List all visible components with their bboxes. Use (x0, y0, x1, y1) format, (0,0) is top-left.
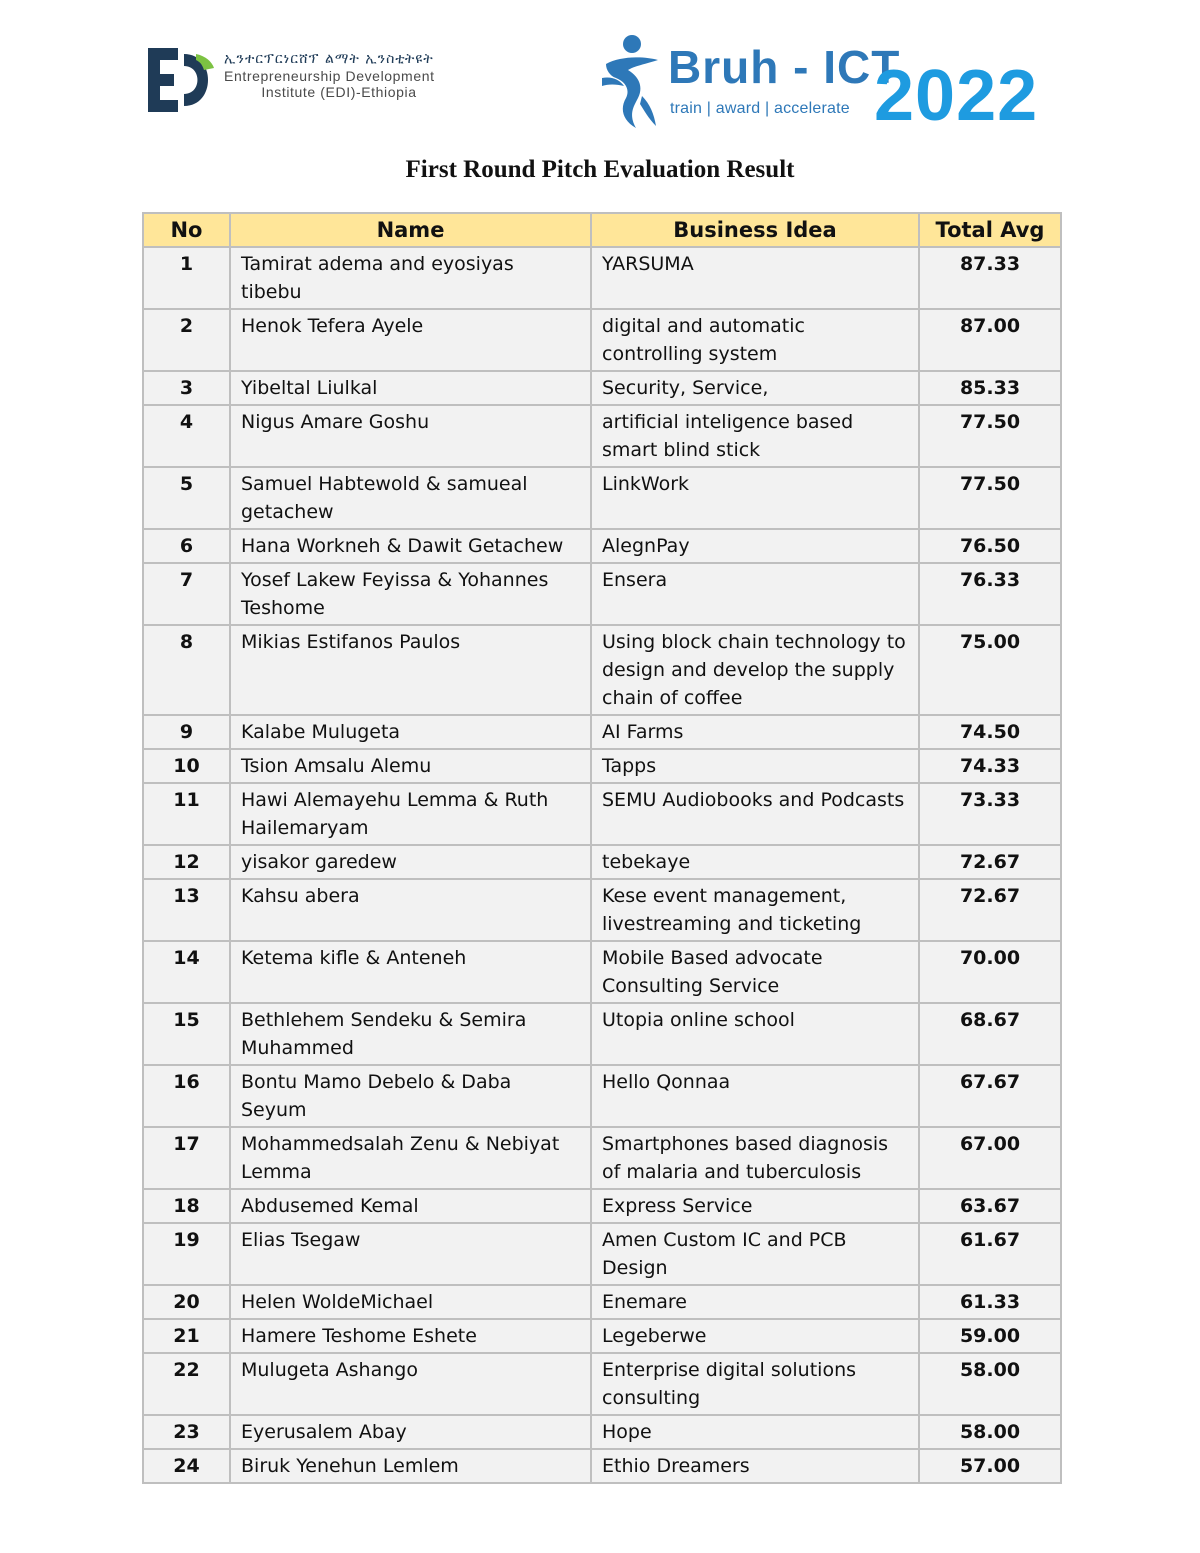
cell-total-avg: 70.00 (919, 941, 1061, 1003)
cell-no: 4 (143, 405, 230, 467)
cell-no: 22 (143, 1353, 230, 1415)
cell-no: 9 (143, 715, 230, 749)
cell-business-idea: digital and automatic controlling system (591, 309, 919, 371)
cell-business-idea: AI Farms (591, 715, 919, 749)
cell-name: Mohammedsalah Zenu & Nebiyat Lemma (230, 1127, 591, 1189)
cell-total-avg: 58.00 (919, 1353, 1061, 1415)
edi-logo-mark-icon (146, 44, 218, 116)
table-header-row (143, 213, 1061, 247)
table-row (143, 1003, 1061, 1065)
cell-no: 6 (143, 529, 230, 563)
cell-no: 24 (143, 1449, 230, 1483)
table-row (143, 1415, 1061, 1449)
cell-name: Bethlehem Sendeku & Semira Muhammed (230, 1003, 591, 1065)
table-row (143, 405, 1061, 467)
cell-name: Ketema kifle & Anteneh (230, 941, 591, 1003)
cell-total-avg: 72.67 (919, 879, 1061, 941)
cell-business-idea: Security, Service, (591, 371, 919, 405)
cell-no: 11 (143, 783, 230, 845)
cell-name: Bontu Mamo Debelo & Daba Seyum (230, 1065, 591, 1127)
table-row (143, 563, 1061, 625)
cell-no: 3 (143, 371, 230, 405)
cell-name: Elias Tsegaw (230, 1223, 591, 1285)
cell-total-avg: 68.67 (919, 1003, 1061, 1065)
table-row (143, 1449, 1061, 1483)
cell-name: Tsion Amsalu Alemu (230, 749, 591, 783)
cell-no: 10 (143, 749, 230, 783)
cell-total-avg: 75.00 (919, 625, 1061, 715)
cell-business-idea: Amen Custom IC and PCB Design (591, 1223, 919, 1285)
cell-business-idea: Enemare (591, 1285, 919, 1319)
table-row (143, 467, 1061, 529)
cell-total-avg: 67.67 (919, 1065, 1061, 1127)
cell-no: 14 (143, 941, 230, 1003)
cell-name: Mulugeta Ashango (230, 1353, 591, 1415)
cell-total-avg: 87.33 (919, 247, 1061, 309)
cell-name: yisakor garedew (230, 845, 591, 879)
cell-name: Hawi Alemayehu Lemma & Ruth Hailemaryam (230, 783, 591, 845)
table-row (143, 879, 1061, 941)
cell-name: Hamere Teshome Eshete (230, 1319, 591, 1353)
table-body (143, 247, 1061, 1483)
cell-name: Biruk Yenehun Lemlem (230, 1449, 591, 1483)
bruh-ict-logo (598, 30, 1068, 138)
cell-business-idea: Legeberwe (591, 1319, 919, 1353)
edi-amharic-name: ኢንተርፕርነርሸፕ ልማት ኢንስቲትዩት (224, 51, 434, 67)
cell-no: 18 (143, 1189, 230, 1223)
cell-business-idea: artificial inteligence based smart blind stick (591, 405, 919, 467)
cell-total-avg: 57.00 (919, 1449, 1061, 1483)
cell-total-avg: 87.00 (919, 309, 1061, 371)
cell-no: 1 (143, 247, 230, 309)
column-header-no: No (143, 213, 230, 247)
cell-no: 13 (143, 879, 230, 941)
cell-business-idea: Using block chain technology to design and develop the supply chain of coffee (591, 625, 919, 715)
cell-no: 20 (143, 1285, 230, 1319)
cell-no: 8 (143, 625, 230, 715)
cell-total-avg: 77.50 (919, 467, 1061, 529)
column-header-business-idea: Business Idea (591, 213, 919, 247)
cell-no: 19 (143, 1223, 230, 1285)
bruh-ict-name: Bruh - ICT (668, 41, 901, 93)
table-row (143, 625, 1061, 715)
cell-total-avg: 58.00 (919, 1415, 1061, 1449)
cell-business-idea: Express Service (591, 1189, 919, 1223)
cell-total-avg: 63.67 (919, 1189, 1061, 1223)
cell-total-avg: 59.00 (919, 1319, 1061, 1353)
cell-total-avg: 72.67 (919, 845, 1061, 879)
results-table (142, 212, 1062, 1484)
cell-name: Henok Tefera Ayele (230, 309, 591, 371)
table-row (143, 371, 1061, 405)
cell-name: Hana Workneh & Dawit Getachew (230, 529, 591, 563)
column-header-total-avg: Total Avg (919, 213, 1061, 247)
cell-business-idea: AlegnPay (591, 529, 919, 563)
table-row (143, 783, 1061, 845)
cell-no: 17 (143, 1127, 230, 1189)
cell-no: 23 (143, 1415, 230, 1449)
cell-name: Yibeltal Liulkal (230, 371, 591, 405)
edi-english-name-line1: Entrepreneurship Development (224, 68, 435, 84)
cell-no: 21 (143, 1319, 230, 1353)
runner-figure-icon (598, 34, 664, 130)
table-row (143, 749, 1061, 783)
cell-name: Yosef Lakew Feyissa & Yohannes Teshome (230, 563, 591, 625)
cell-name: Kalabe Mulugeta (230, 715, 591, 749)
cell-name: Samuel Habtewold & samueal getachew (230, 467, 591, 529)
table-row (143, 309, 1061, 371)
cell-total-avg: 67.00 (919, 1127, 1061, 1189)
cell-total-avg: 85.33 (919, 371, 1061, 405)
cell-total-avg: 76.33 (919, 563, 1061, 625)
table-row (143, 1189, 1061, 1223)
cell-no: 12 (143, 845, 230, 879)
cell-no: 5 (143, 467, 230, 529)
cell-name: Eyerusalem Abay (230, 1415, 591, 1449)
cell-total-avg: 74.50 (919, 715, 1061, 749)
cell-business-idea: Kese event management, livestreaming and ticketing (591, 879, 919, 941)
event-year: 2022 (874, 56, 1039, 136)
edi-logo (146, 44, 476, 120)
cell-business-idea: Ensera (591, 563, 919, 625)
table-row (143, 941, 1061, 1003)
cell-name: Tamirat adema and eyosiyas tibebu (230, 247, 591, 309)
cell-business-idea: Mobile Based advocate Consulting Service (591, 941, 919, 1003)
cell-total-avg: 61.33 (919, 1285, 1061, 1319)
edi-english-name-line2: Institute (EDI)-Ethiopia (261, 84, 417, 100)
cell-total-avg: 61.67 (919, 1223, 1061, 1285)
cell-business-idea: LinkWork (591, 467, 919, 529)
table-row (143, 247, 1061, 309)
cell-business-idea: Hope (591, 1415, 919, 1449)
cell-no: 7 (143, 563, 230, 625)
cell-business-idea: Ethio Dreamers (591, 1449, 919, 1483)
table-row (143, 845, 1061, 879)
cell-business-idea: SEMU Audiobooks and Podcasts (591, 783, 919, 845)
cell-no: 15 (143, 1003, 230, 1065)
cell-no: 16 (143, 1065, 230, 1127)
cell-business-idea: Smartphones based diagnosis of malaria and tuberculosis (591, 1127, 919, 1189)
cell-business-idea: Hello Qonnaa (591, 1065, 919, 1127)
document-title: First Round Pitch Evaluation Result (405, 156, 795, 183)
table-row (143, 715, 1061, 749)
cell-business-idea: Enterprise digital solutions consulting (591, 1353, 919, 1415)
table-row (143, 1127, 1061, 1189)
table-row (143, 529, 1061, 563)
cell-name: Kahsu abera (230, 879, 591, 941)
cell-business-idea: Utopia online school (591, 1003, 919, 1065)
cell-total-avg: 74.33 (919, 749, 1061, 783)
column-header-name: Name (230, 213, 591, 247)
cell-business-idea: YARSUMA (591, 247, 919, 309)
cell-no: 2 (143, 309, 230, 371)
cell-name: Mikias Estifanos Paulos (230, 625, 591, 715)
cell-total-avg: 73.33 (919, 783, 1061, 845)
table-row (143, 1285, 1061, 1319)
cell-name: Abdusemed Kemal (230, 1189, 591, 1223)
cell-total-avg: 77.50 (919, 405, 1061, 467)
table-row (143, 1353, 1061, 1415)
cell-business-idea: tebekaye (591, 845, 919, 879)
cell-total-avg: 76.50 (919, 529, 1061, 563)
table-row (143, 1065, 1061, 1127)
cell-name: Helen WoldeMichael (230, 1285, 591, 1319)
table-row (143, 1319, 1061, 1353)
table-row (143, 1223, 1061, 1285)
cell-name: Nigus Amare Goshu (230, 405, 591, 467)
bruh-ict-tagline: train | award | accelerate (670, 100, 850, 117)
edi-logo-text (224, 50, 484, 100)
cell-business-idea: Tapps (591, 749, 919, 783)
